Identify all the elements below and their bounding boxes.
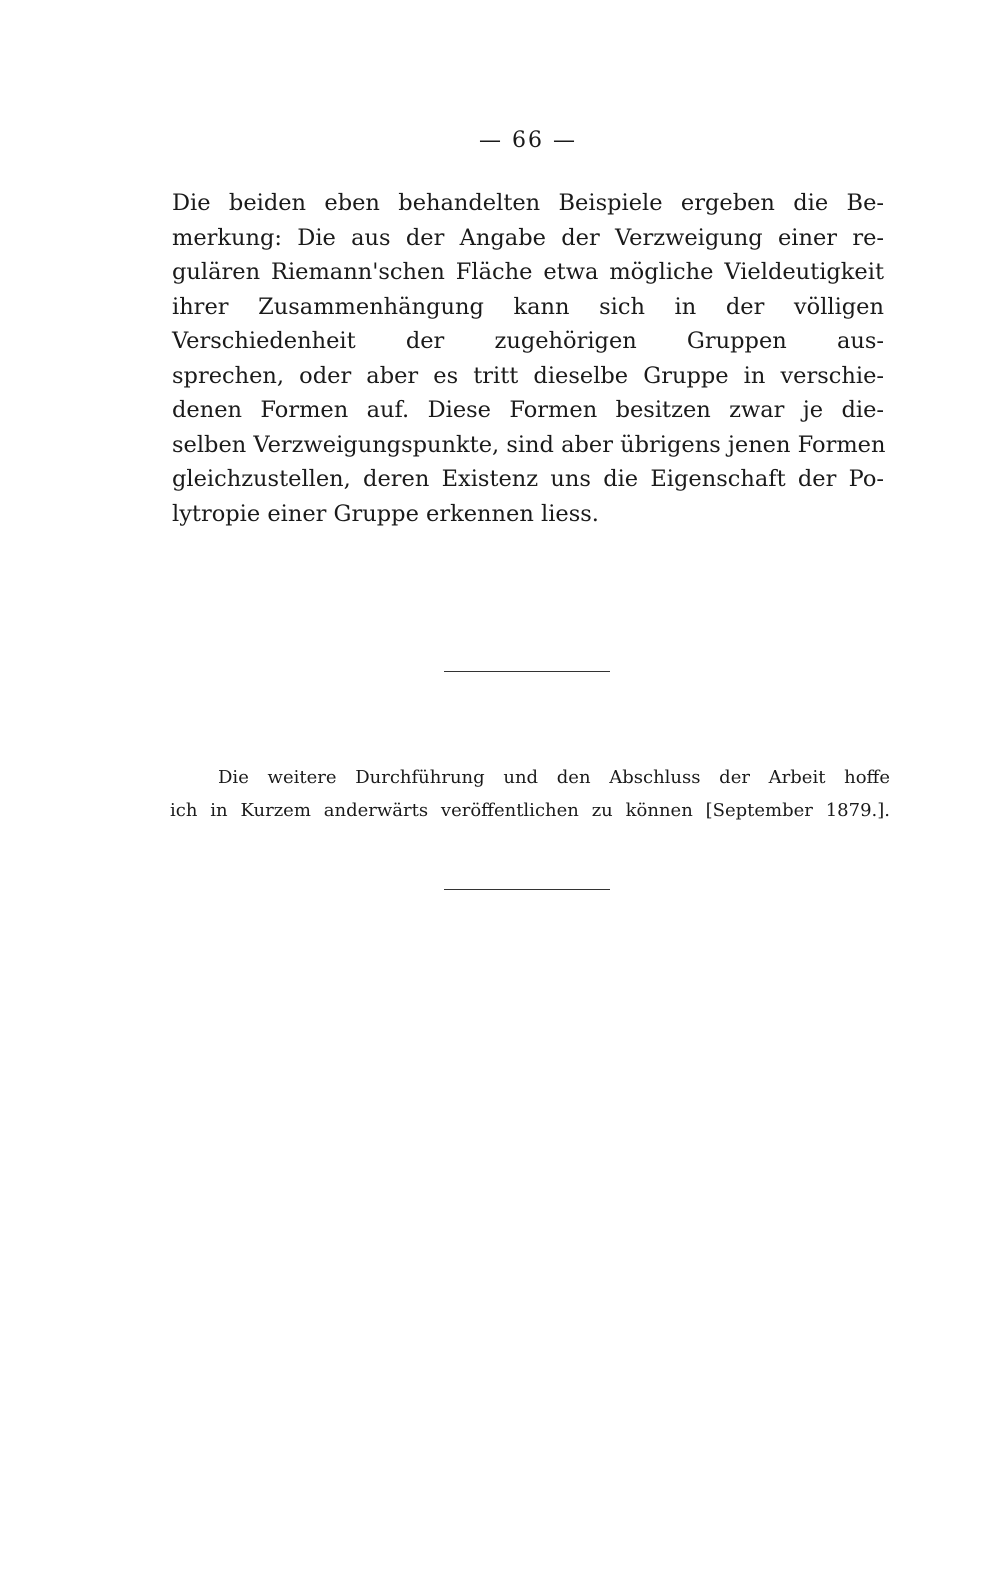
paragraph-line: merkung: Die aus der Angabe der Verzweigung einer re- <box>172 224 884 251</box>
footnote-line: ich in Kurzem anderwärts veröffentlichen zu können [September 1879.]. <box>170 800 890 821</box>
paragraph-line: Die beiden eben behandelten Beispiele ergeben die Be- <box>172 190 884 216</box>
paragraph-line: selben Verzweigungspunkte, sind aber übrigens jenen Formen <box>172 431 886 458</box>
paragraph-line: Verschiedenheit der zugehörigen Gruppen aus- <box>172 328 884 354</box>
paragraph-line: lytropie einer Gruppe erkennen liess. <box>172 500 599 527</box>
end-divider <box>444 889 610 890</box>
main-paragraph <box>172 186 884 531</box>
footnote <box>170 761 890 827</box>
footnote-line: Die weitere Durchführung und den Abschluss der Arbeit hoffe <box>218 767 890 788</box>
paragraph-line: ihrer Zusammenhängung kann sich in der völligen <box>172 293 884 320</box>
section-divider <box>444 671 610 672</box>
page-number: — 66 — <box>479 128 577 153</box>
paragraph-line: gulären Riemann'schen Fläche etwa mögliche Vieldeutigkeit <box>172 259 884 285</box>
paragraph-line: denen Formen auf. Diese Formen besitzen zwar je die- <box>172 397 884 423</box>
paragraph-line: gleichzustellen, deren Existenz uns die Eigenschaft der Po- <box>172 466 884 492</box>
paragraph-line: sprechen, oder aber es tritt dieselbe Gruppe in verschie- <box>172 362 884 389</box>
